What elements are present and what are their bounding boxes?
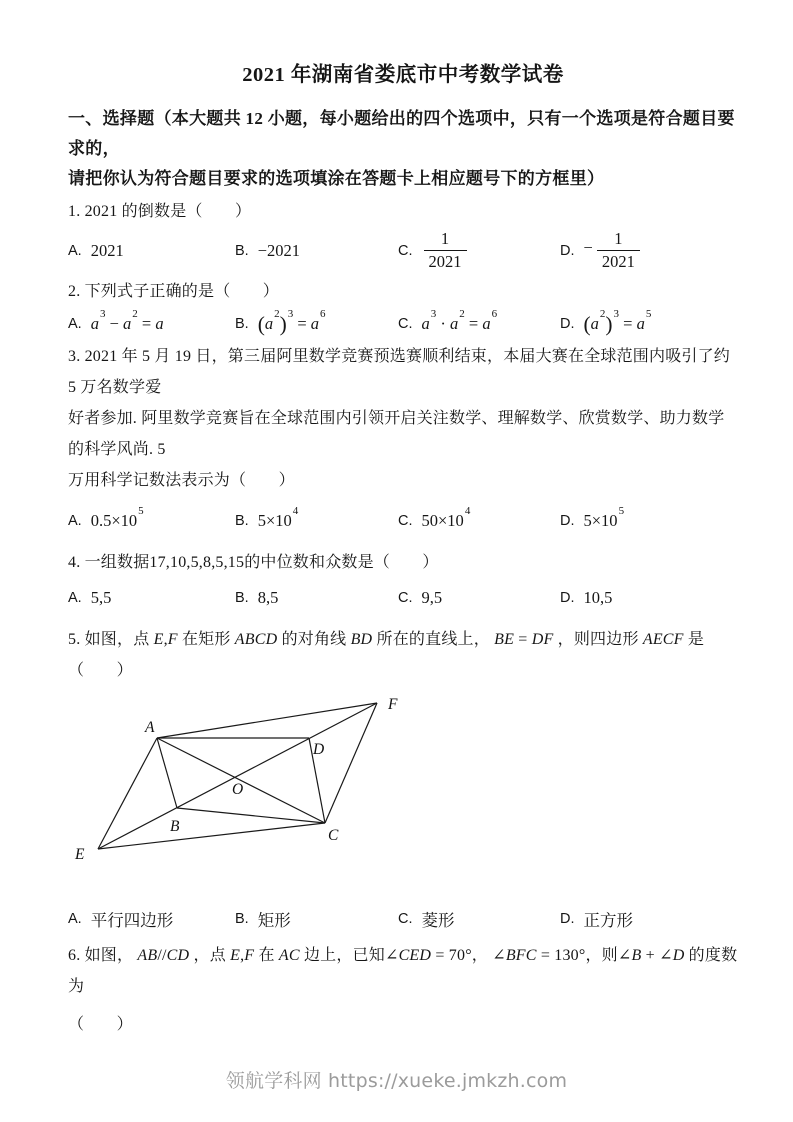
figure-point-label-E: E <box>75 846 85 863</box>
question-stem-line: 好者参加. 阿里数学竞赛旨在全球范围内引领开启关注数学、理解数学、欣赏数学、助力数学的科学风尚. 5 <box>68 410 725 458</box>
option <box>235 241 398 261</box>
option <box>68 588 235 608</box>
question-stem-line: 万用科学记数法表示为（ ） <box>68 472 295 489</box>
question-stem-line: （ ） <box>68 1016 133 1033</box>
question-stem-line: 2. 下列式子正确的是（ ） <box>68 283 280 300</box>
question-block <box>68 940 738 1040</box>
option-value: $a^3 - a^2 = a$ <box>90 307 164 333</box>
option <box>560 907 738 931</box>
question-block <box>68 547 738 611</box>
option <box>235 504 398 531</box>
option-label: D. <box>560 911 575 927</box>
option-label: D. <box>560 242 575 259</box>
question-figure-rectangle-abcd <box>60 684 420 876</box>
question-stem <box>68 276 738 307</box>
option <box>235 588 398 608</box>
option-value: $a^3 \cdot a^2 = a^6$ <box>421 307 498 333</box>
option <box>398 307 560 334</box>
option-value: $0.5\times 10^5$ <box>90 504 144 530</box>
question-stem <box>68 624 738 686</box>
option-label: B. <box>235 590 249 606</box>
options-row <box>68 309 738 339</box>
option-value: 矩形 <box>257 911 291 930</box>
option-label: C. <box>398 590 413 606</box>
option-value: 10,5 <box>583 588 613 607</box>
option-label: A. <box>68 911 82 927</box>
option <box>560 504 738 531</box>
option <box>68 907 235 931</box>
page-title: 2021 年湖南省娄底市中考数学试卷 <box>242 64 564 86</box>
option-value: 5,5 <box>90 588 112 607</box>
figure-point-label-A: A <box>145 719 155 736</box>
option-label: A. <box>68 316 82 332</box>
option <box>68 241 235 261</box>
figure-edge-BC <box>177 808 325 823</box>
option-label: D. <box>560 590 575 606</box>
option-value: − $\frac{1}{2021}$ <box>584 227 642 274</box>
figure-edge-AB <box>157 738 177 808</box>
option-label: C. <box>398 513 413 529</box>
footer-watermark: 领航学科网 https://xueke.jmkzh.com <box>225 1070 568 1092</box>
figure-point-label-O: O <box>232 781 244 798</box>
question-stem-line: 5. 如图，点 E,F 在矩形 ABCD 的对角线 BD 所在的直线上， BE = DF ，则四边形 AECF 是（ ） <box>68 631 705 679</box>
figure-edge-EC <box>98 823 325 849</box>
option-label: D. <box>560 316 575 332</box>
options-row <box>68 504 738 534</box>
option-value: −2021 <box>257 240 301 260</box>
option-value: 平行四边形 <box>90 911 174 930</box>
question-list <box>68 196 738 1040</box>
option-label: B. <box>235 242 249 259</box>
section-heading-line-2: 请把你认为符合题目要求的选项填涂在答题卡上相应题号下的方框里） <box>68 169 605 188</box>
option <box>68 307 235 334</box>
question-block <box>68 341 738 534</box>
option-value: 2021 <box>90 240 124 260</box>
option-value: $5\times 10^4$ <box>257 504 299 530</box>
question-block <box>68 196 738 274</box>
figure-edge-EA <box>98 738 157 849</box>
option-label: A. <box>68 242 82 259</box>
option <box>398 588 560 608</box>
figure-point-label-B: B <box>170 818 180 835</box>
option-value: 9,5 <box>421 588 443 607</box>
option <box>235 907 398 931</box>
option <box>398 907 560 931</box>
option-value: $(a^2)^3 = a^5$ <box>583 307 652 337</box>
option-value: 菱形 <box>421 911 455 930</box>
figure-point-label-D: D <box>313 741 325 758</box>
option-label: C. <box>398 316 413 332</box>
option <box>68 504 235 531</box>
option <box>398 504 560 531</box>
option <box>235 307 398 337</box>
option-label: C. <box>398 911 413 927</box>
figure-edge-FC <box>325 703 377 823</box>
section-heading-line-1: 一、选择题（本大题共 12 小题，每小题给出的四个选项中，只有一个选项是符合题目要求的， <box>68 109 735 158</box>
option <box>560 307 738 337</box>
option-value: $5\times 10^5$ <box>583 504 625 530</box>
options-row <box>68 906 738 932</box>
option <box>560 227 738 274</box>
option-value: 8,5 <box>257 588 279 607</box>
option-value: $\frac{1}{2021}$ <box>422 227 469 274</box>
option <box>398 227 560 274</box>
option-label: B. <box>235 911 249 927</box>
question-block <box>68 624 738 932</box>
question-stem <box>68 341 738 496</box>
question-stem-line: 6. 如图， AB//CD ，点 E,F 在 AC 边上，已知∠CED = 70°， ∠BFC = 130°，则∠B + ∠D 的度数为 <box>68 947 738 995</box>
question-stem-line: 4. 一组数据17,10,5,8,5,15的中位数和众数是（ ） <box>68 554 439 571</box>
question-stem <box>68 940 738 1040</box>
figure-point-label-F: F <box>388 696 398 713</box>
option-label: A. <box>68 513 82 529</box>
question-block <box>68 276 738 339</box>
question-stem-line: 1. 2021 的倒数是（ ） <box>68 203 252 220</box>
options-row <box>68 227 738 274</box>
option-label: A. <box>68 590 82 606</box>
option-value: 正方形 <box>583 911 633 930</box>
option-value: $(a^2)^3 = a^6$ <box>257 307 326 337</box>
option-label: D. <box>560 513 575 529</box>
figure-point-label-C: C <box>328 827 339 844</box>
option-label: C. <box>398 242 413 259</box>
option-value: $50\times 10^4$ <box>421 504 471 530</box>
option-label: B. <box>235 513 249 529</box>
option-label: B. <box>235 316 249 332</box>
option <box>560 588 738 608</box>
question-stem-line: 3. 2021 年 5 月 19 日，第三届阿里数学竞赛预选赛顺利结束，本届大赛在全球范围内吸引了约 5 万名数学爱 <box>68 348 731 396</box>
question-stem <box>68 547 738 578</box>
options-row <box>68 585 738 611</box>
figure-wrapper <box>60 684 738 876</box>
question-stem <box>68 196 738 227</box>
